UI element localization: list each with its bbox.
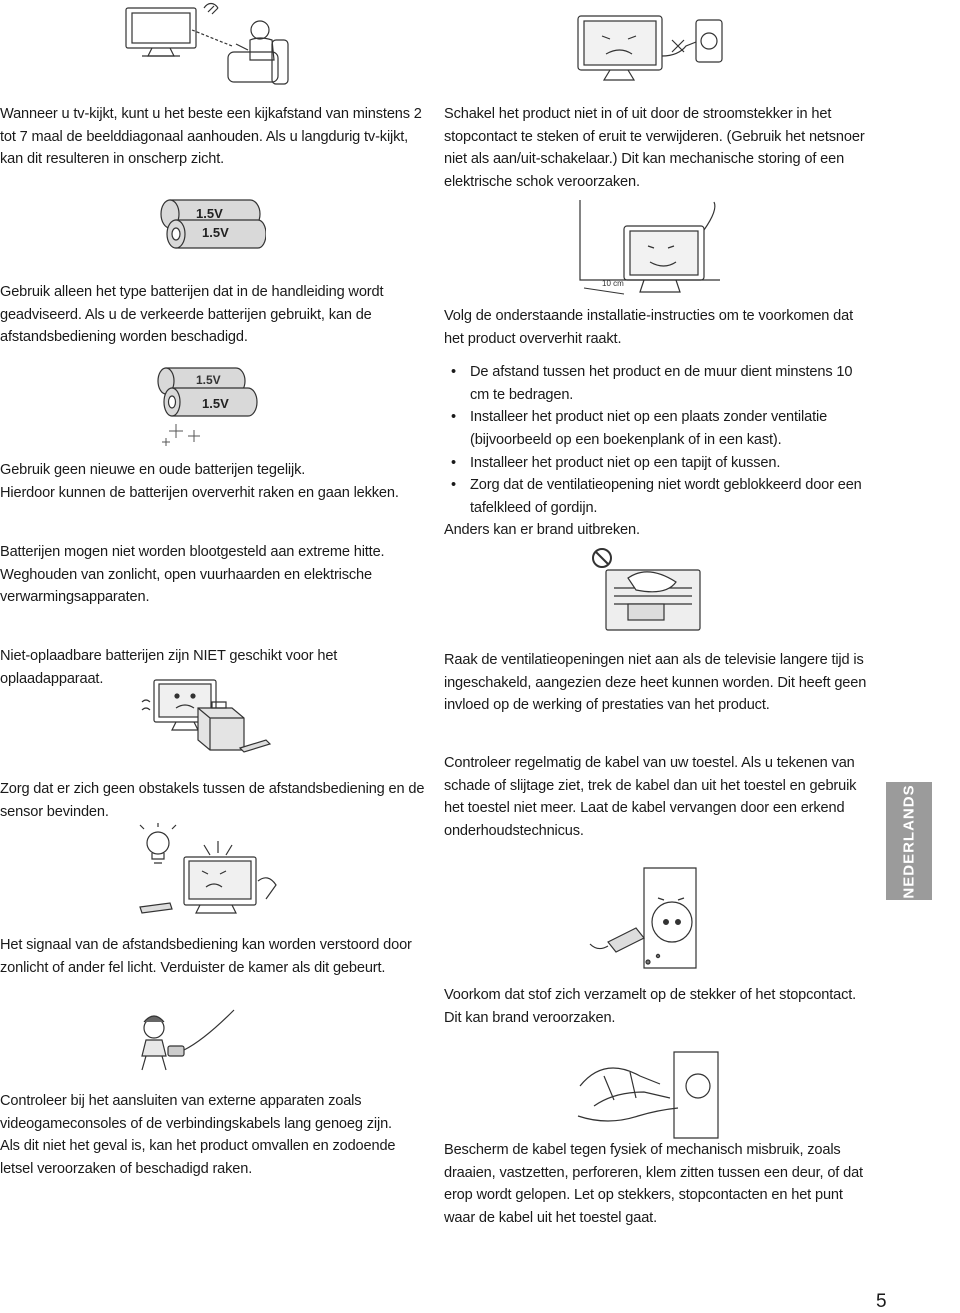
wall-distance-illustration	[570, 196, 730, 300]
list-item: • Installeer het product niet op een tapijt of kussen.	[444, 452, 874, 475]
battery-type-text: Gebruik alleen het type batterijen dat in de handleiding wordt geadviseerd. Als u de verkeerde batterijen gebruikt, kan de afstandsbediening worden beschadigd.	[0, 284, 384, 346]
language-side-tab	[886, 782, 932, 900]
install-bullet-list	[444, 361, 874, 519]
batteries-illustration	[156, 196, 266, 256]
list-item: • De afstand tussen het product en de muur dient minstens 10 cm te bedragen.	[444, 361, 874, 406]
signal-disturbed-text: Het signaal van de afstandsbediening kan worden verstoord door zonlicht of ander fel licht. Verduister de kamer als dit gebeurt.	[0, 937, 412, 976]
dust-text: Voorkom dat stof zich verzamelt op de stekker of het stopcontact. Dit kan brand veroorzaken.	[444, 987, 857, 1026]
check-cable-text: Controleer regelmatig de kabel van uw toestel. Als u tekenen van schade of slijtage ziet, trek de kabel dan uit het toestel en gebruik het toestel niet meer. Laat de kabel vervangen door een erkend onderhoudstechnicus.	[444, 755, 857, 839]
battery-label: 1.5V	[196, 206, 223, 221]
page-number: 5	[876, 1291, 887, 1312]
dusty-plug-illustration	[588, 862, 708, 974]
battery-label: 1.5V	[202, 396, 229, 411]
power-plug-text: Schakel het product niet in of uit door de stroomstekker in het stopcontact te steken of eruit te verwijderen. (Gebruik het netsnoer niet als aan/uit-schakelaar.) Dit kan mechanische storing of een elektrische schok veroorzaken.	[444, 106, 865, 190]
vents-text: Raak de ventilatieopeningen niet aan als de televisie langere tijd is ingeschakeld, aangezien deze heet kunnen worden. Dit heeft geen invloed op de werking of prestaties van het product.	[444, 652, 867, 714]
obstacles-text: Zorg dat er zich geen obstakels tussen de afstandsbediening en de sensor bevinden.	[0, 781, 425, 820]
non-rechargeable-text: Niet-oplaadbare batterijen zijn NIET geschikt voor het oplaadapparaat.	[0, 648, 338, 687]
bright-light-illustration	[136, 823, 286, 923]
battery-label: 1.5V	[202, 225, 229, 240]
leaking-batteries-illustration	[156, 362, 266, 448]
battery-label: 1.5V	[196, 373, 221, 387]
cable-length-text: Controleer bij het aansluiten van externe apparaten zoals videogameconsoles of de verbindingskabels lang genoeg zijn. Als dit niet het geval is, kan het product omvallen en zodoende letsel veroorzaken of beschadigd raken.	[0, 1093, 396, 1177]
protect-cable-text: Bescherm de kabel tegen fysiek of mechanisch misbruik, zoals draaien, vastzetten, perforeren, klem zitten tussen een deur, of dat erop wordt gelopen. Let op stekkers, stopcontacten en het punt waar de kabel uit het toestel gaat.	[444, 1142, 863, 1226]
viewing-distance-text: Wanneer u tv-kijkt, kunt u het beste een kijkafstand van minstens 2 tot 7 maal de beelddiagonaal aanhouden. Als u langdurig tv-kijkt, kan dit resulteren in onscherp zicht.	[0, 106, 422, 168]
obstacle-illustration	[140, 672, 280, 762]
vent-illustration	[588, 544, 708, 638]
viewing-distance-illustration	[122, 0, 302, 86]
install-instructions: Volg de onderstaande installatie-instructies om te voorkomen dat het product oververhit raakt. • De afstand tussen het product en de muur dient minstens 10 cm te bedragen. • Installeer het product niet op een plaats zonder ventilatie (bijvoorbeeld op een boekenplank of in een kast). • Installeer het product niet op een tapijt of kussen. • Zorg dat de ventilatieopening niet wordt geblokkeerd door een tafelkleed of gordijn. Anders kan er brand uitbreken.	[444, 305, 874, 542]
cable-damage-illustration	[574, 1046, 724, 1142]
language-tab-label: NEDERLANDS	[900, 783, 918, 899]
list-item: • Zorg dat de ventilatieopening niet wordt geblokkeerd door een tafelkleed of gordijn.	[444, 474, 874, 519]
distance-label: 10 cm	[602, 279, 624, 288]
battery-mix-text: Gebruik geen nieuwe en oude batterijen tegelijk. Hierdoor kunnen de batterijen oververhit raken en gaan lekken.	[0, 462, 399, 501]
list-item: • Installeer het product niet op een plaats zonder ventilatie (bijvoorbeeld op een boekenplank of in een kast).	[444, 406, 874, 451]
power-plug-illustration	[566, 6, 726, 90]
game-console-illustration	[132, 1000, 242, 1076]
battery-heat-text: Batterijen mogen niet worden blootgesteld aan extreme hitte. Weghouden van zonlicht, open vuurhaarden en elektrische verwarmingsapparaten.	[0, 544, 385, 606]
